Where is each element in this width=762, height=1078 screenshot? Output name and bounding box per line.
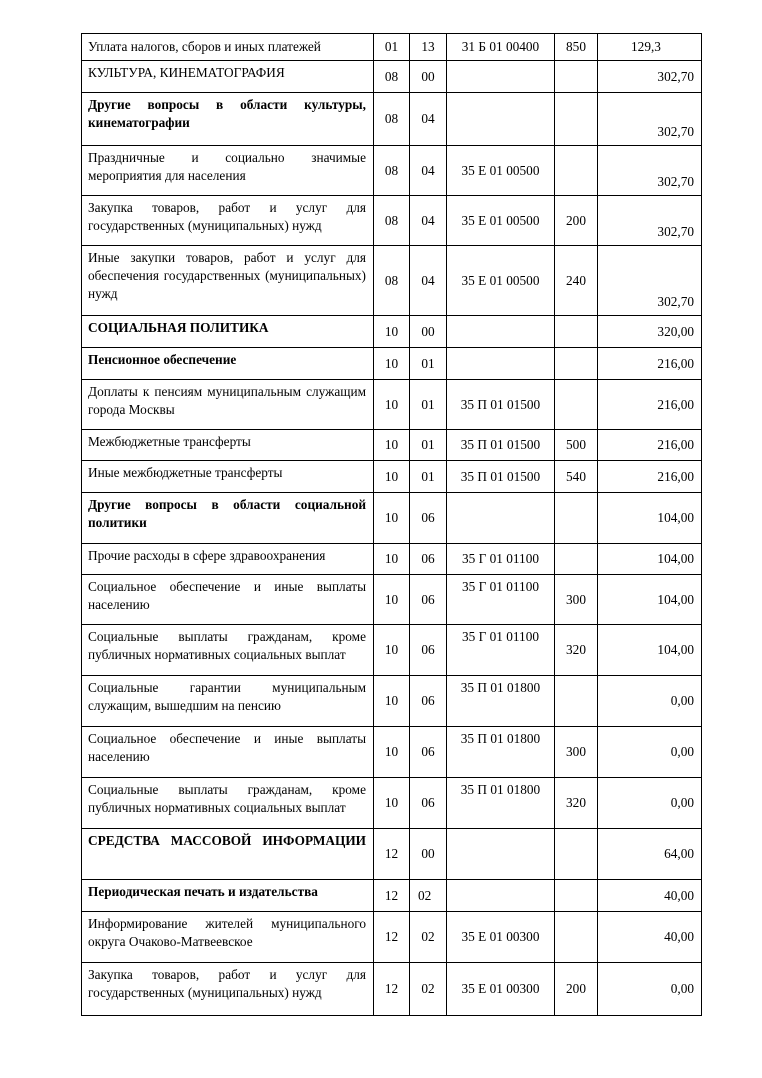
row-section: 12	[374, 829, 410, 880]
row-section: 10	[374, 316, 410, 348]
table-row	[82, 625, 702, 676]
row-name: Уплата налогов, сборов и иных платежей	[82, 34, 374, 61]
row-amount: 216,00	[598, 461, 702, 493]
table-row	[82, 430, 702, 461]
row-section: 12	[374, 963, 410, 1016]
table-row	[82, 196, 702, 246]
row-section: 08	[374, 196, 410, 246]
row-target-code: 35 Е 01 00500	[447, 246, 555, 316]
row-name: Другие вопросы в области культуры, кинематографии	[82, 93, 374, 146]
table-row	[82, 348, 702, 380]
table-row	[82, 461, 702, 493]
row-expense-type	[555, 544, 598, 575]
row-expense-type	[555, 316, 598, 348]
row-target-code	[447, 93, 555, 146]
row-amount: 302,70	[598, 146, 702, 196]
table-row	[82, 493, 702, 544]
row-target-code: 31 Б 01 00400	[447, 34, 555, 61]
row-section: 10	[374, 544, 410, 575]
row-section: 10	[374, 493, 410, 544]
row-name: Социальное обеспечение и иные выплаты населению	[82, 575, 374, 625]
row-section: 10	[374, 778, 410, 829]
row-amount: 40,00	[598, 880, 702, 912]
row-expense-type: 200	[555, 196, 598, 246]
row-subsection: 01	[410, 430, 447, 461]
row-expense-type	[555, 880, 598, 912]
row-amount: 104,00	[598, 625, 702, 676]
row-section: 08	[374, 61, 410, 93]
row-expense-type	[555, 146, 598, 196]
table-row	[82, 880, 702, 912]
row-target-code: 35 Е 01 00300	[447, 912, 555, 963]
table-row	[82, 93, 702, 146]
row-subsection: 04	[410, 93, 447, 146]
row-expense-type	[555, 829, 598, 880]
row-subsection: 06	[410, 778, 447, 829]
row-amount: 40,00	[598, 912, 702, 963]
row-expense-type: 300	[555, 727, 598, 778]
row-target-code: 35 Г 01 01100	[447, 625, 555, 676]
row-section: 10	[374, 575, 410, 625]
table-row	[82, 61, 702, 93]
row-name: Межбюджетные трансферты	[82, 430, 374, 461]
row-expense-type: 500	[555, 430, 598, 461]
row-amount: 302,70	[598, 196, 702, 246]
row-amount: 129,3	[598, 34, 702, 61]
row-section: 10	[374, 625, 410, 676]
row-name: Социальное обеспечение и иные выплаты населению	[82, 727, 374, 778]
row-subsection: 02	[410, 880, 447, 912]
row-name: Закупка товаров, работ и услуг для государственных (муниципальных) нужд	[82, 196, 374, 246]
row-target-code	[447, 61, 555, 93]
row-target-code: 35 П 01 01800	[447, 676, 555, 727]
row-amount: 302,70	[598, 61, 702, 93]
row-subsection: 02	[410, 912, 447, 963]
row-target-code	[447, 316, 555, 348]
row-expense-type: 540	[555, 461, 598, 493]
row-expense-type: 240	[555, 246, 598, 316]
row-section: 01	[374, 34, 410, 61]
row-subsection: 06	[410, 676, 447, 727]
row-section: 10	[374, 461, 410, 493]
table-row	[82, 829, 702, 880]
row-expense-type	[555, 380, 598, 430]
row-name: Социальные выплаты гражданам, кроме публичных нормативных социальных выплат	[82, 778, 374, 829]
row-target-code: 35 П 01 01500	[447, 430, 555, 461]
row-amount: 302,70	[598, 93, 702, 146]
row-target-code	[447, 348, 555, 380]
row-name-text: СРЕДСТВА МАССОВОЙ ИНФОРМАЦИИ	[88, 833, 366, 848]
row-amount: 104,00	[598, 544, 702, 575]
table-row	[82, 912, 702, 963]
row-name: КУЛЬТУРА, КИНЕМАТОГРАФИЯ	[82, 61, 374, 93]
row-expense-type	[555, 493, 598, 544]
row-subsection: 01	[410, 348, 447, 380]
row-amount: 0,00	[598, 727, 702, 778]
table-row	[82, 727, 702, 778]
row-name: Социальные гарантии муниципальным служащим, вышедшим на пенсию	[82, 676, 374, 727]
table-row	[82, 544, 702, 575]
table-row	[82, 575, 702, 625]
row-subsection: 01	[410, 461, 447, 493]
row-section: 10	[374, 380, 410, 430]
table-row	[82, 676, 702, 727]
row-target-code: 35 П 01 01500	[447, 461, 555, 493]
row-amount: 216,00	[598, 430, 702, 461]
row-amount: 216,00	[598, 348, 702, 380]
row-subsection: 06	[410, 727, 447, 778]
row-amount: 64,00	[598, 829, 702, 880]
row-section: 08	[374, 93, 410, 146]
row-name: Пенсионное обеспечение	[82, 348, 374, 380]
row-amount: 302,70	[598, 246, 702, 316]
row-target-code: 35 П 01 01800	[447, 727, 555, 778]
table-row	[82, 246, 702, 316]
row-name: СОЦИАЛЬНАЯ ПОЛИТИКА	[82, 316, 374, 348]
row-amount: 104,00	[598, 493, 702, 544]
row-name: Периодическая печать и издательства	[82, 880, 374, 912]
row-section: 08	[374, 146, 410, 196]
row-target-code	[447, 829, 555, 880]
table-row	[82, 778, 702, 829]
row-name	[82, 829, 374, 880]
row-name: Социальные выплаты гражданам, кроме публичных нормативных социальных выплат	[82, 625, 374, 676]
row-expense-type	[555, 61, 598, 93]
row-name: Прочие расходы в сфере здравоохранения	[82, 544, 374, 575]
row-subsection: 01	[410, 380, 447, 430]
row-name: Закупка товаров, работ и услуг для государственных (муниципальных) нужд	[82, 963, 374, 1016]
table-row	[82, 963, 702, 1016]
table-row	[82, 380, 702, 430]
row-expense-type: 300	[555, 575, 598, 625]
row-section: 10	[374, 430, 410, 461]
row-target-code: 35 Г 01 01100	[447, 544, 555, 575]
table-row	[82, 146, 702, 196]
row-section: 12	[374, 880, 410, 912]
row-name: Иные межбюджетные трансферты	[82, 461, 374, 493]
row-target-code: 35 Г 01 01100	[447, 575, 555, 625]
row-expense-type: 200	[555, 963, 598, 1016]
row-name: Информирование жителей муниципального округа Очаково-Матвеевское	[82, 912, 374, 963]
row-target-code: 35 Е 01 00500	[447, 196, 555, 246]
row-amount: 0,00	[598, 676, 702, 727]
row-subsection: 06	[410, 625, 447, 676]
budget-table	[81, 33, 702, 1016]
table-row	[82, 316, 702, 348]
row-section: 10	[374, 676, 410, 727]
row-subsection: 00	[410, 829, 447, 880]
row-expense-type	[555, 676, 598, 727]
row-expense-type	[555, 348, 598, 380]
row-target-code: 35 П 01 01500	[447, 380, 555, 430]
row-subsection: 06	[410, 544, 447, 575]
row-amount: 0,00	[598, 963, 702, 1016]
row-amount: 0,00	[598, 778, 702, 829]
row-subsection: 06	[410, 493, 447, 544]
row-section: 10	[374, 348, 410, 380]
row-expense-type: 320	[555, 778, 598, 829]
table-row	[82, 34, 702, 61]
row-subsection: 00	[410, 61, 447, 93]
row-target-code: 35 П 01 01800	[447, 778, 555, 829]
row-subsection: 02	[410, 963, 447, 1016]
row-name: Доплаты к пенсиям муниципальным служащим города Москвы	[82, 380, 374, 430]
row-target-code	[447, 880, 555, 912]
row-subsection: 04	[410, 246, 447, 316]
row-target-code: 35 Е 01 00300	[447, 963, 555, 1016]
row-expense-type	[555, 93, 598, 146]
row-target-code: 35 Е 01 00500	[447, 146, 555, 196]
row-section: 10	[374, 727, 410, 778]
row-section: 08	[374, 246, 410, 316]
row-subsection: 00	[410, 316, 447, 348]
row-subsection: 04	[410, 196, 447, 246]
row-expense-type: 850	[555, 34, 598, 61]
row-name: Иные закупки товаров, работ и услуг для обеспечения государственных (муниципальных) нужд	[82, 246, 374, 316]
row-amount: 216,00	[598, 380, 702, 430]
row-subsection: 04	[410, 146, 447, 196]
row-name: Праздничные и социально значимые мероприятия для населения	[82, 146, 374, 196]
row-expense-type	[555, 912, 598, 963]
row-amount: 104,00	[598, 575, 702, 625]
row-target-code	[447, 493, 555, 544]
row-section: 12	[374, 912, 410, 963]
row-subsection: 06	[410, 575, 447, 625]
row-amount: 320,00	[598, 316, 702, 348]
row-name: Другие вопросы в области социальной политики	[82, 493, 374, 544]
row-expense-type: 320	[555, 625, 598, 676]
row-subsection: 13	[410, 34, 447, 61]
